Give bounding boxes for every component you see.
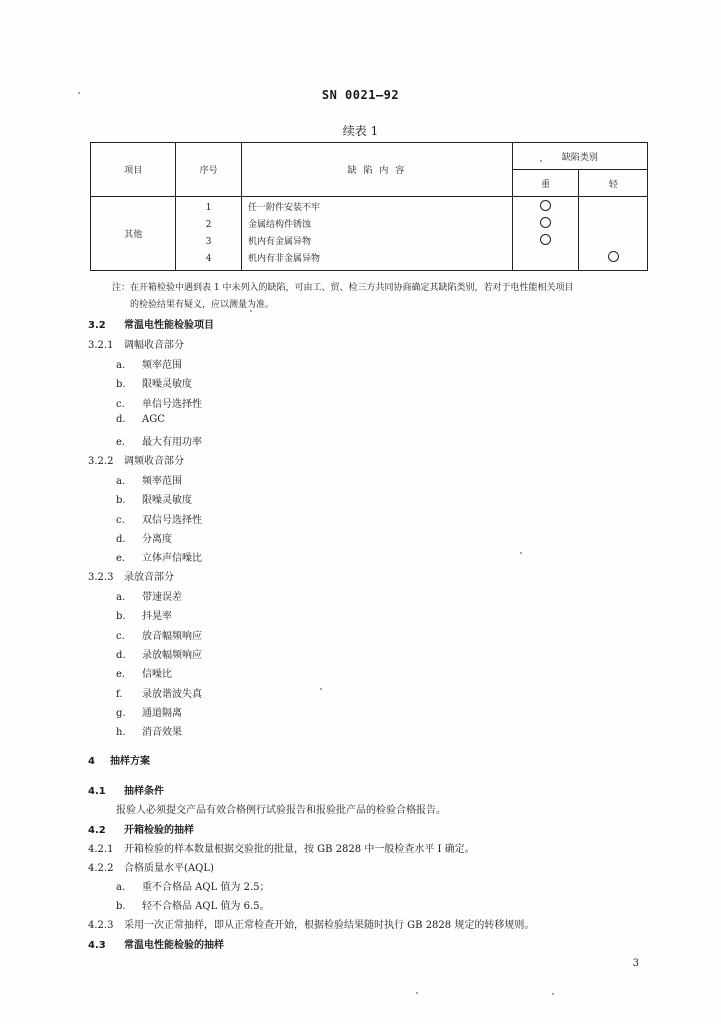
col-header-item: 项目 — [91, 143, 176, 197]
major-mark-cell — [513, 251, 579, 268]
row-contents — [241, 197, 512, 271]
minor-marks — [579, 197, 648, 271]
circle-mark-icon — [540, 200, 551, 211]
list-item: c. 放音幅频响应 — [116, 630, 202, 642]
list-item: c. 双信号选择性 — [116, 514, 202, 526]
row-text: 任一附件安装不牢 — [247, 202, 320, 213]
major-mark-cell — [513, 217, 579, 234]
circle-mark-icon — [608, 251, 619, 262]
list-item: d. AGC — [116, 413, 165, 425]
paragraph: 报验人必须提交产品有效合格例行试验报告和报验批产品的检验合格报告。 — [116, 805, 446, 816]
list-item: h. 消音效果 — [116, 727, 182, 739]
scan-speck — [78, 92, 80, 94]
clause: 4.2.2 合格质量水平(AQL) — [88, 863, 214, 874]
list-item: f. 录放谐波失真 — [116, 688, 202, 700]
circle-mark-icon — [540, 234, 551, 245]
list-item: e. 信噪比 — [116, 669, 172, 681]
row-no: 2 — [205, 219, 212, 230]
list-item: a. 带速误差 — [116, 592, 182, 603]
note-line-2: 的检验结果有疑义，应以测量为准。 — [130, 300, 275, 310]
major-mark-cell — [513, 200, 579, 217]
subsection-heading: 3.2.3 录放音部分 — [88, 572, 174, 583]
scan-speck — [540, 160, 542, 162]
subsection-heading: 3.2.2 调频收音部分 — [88, 456, 184, 467]
scan-speck — [416, 992, 418, 994]
defect-table — [90, 142, 648, 271]
scan-speck — [520, 552, 522, 554]
row-text: 机内有金属异物 — [247, 236, 311, 247]
major-marks — [512, 197, 579, 271]
table-caption: 续表 1 — [342, 124, 379, 138]
list-item: d. 分离度 — [116, 533, 172, 545]
subsection-heading: 3.2.1 调幅收音部分 — [88, 340, 184, 351]
section-heading: 4.2 开箱检验的抽样 — [88, 825, 194, 836]
list-item: d. 录放幅频响应 — [116, 649, 202, 661]
col-header-minor: 轻 — [579, 170, 648, 197]
clause: 4.2.3 采用一次正常抽样，即从正常检查开始，根据检验结果随时执行 GB 2828 规定的转移规则。 — [88, 920, 535, 931]
list-item: b. 限噪灵敏度 — [116, 495, 192, 507]
row-numbers — [176, 197, 242, 271]
list-item: e. 最大有用功率 — [116, 437, 202, 449]
row-text: 机内有非金属异物 — [247, 253, 320, 264]
page-number: 3 — [632, 958, 639, 969]
col-header-major: 重 — [512, 170, 579, 197]
clause: 4.2.1 开箱检验的样本数量根据交验批的批量，按 GB 2828 中一般检查水平 I 确定。 — [88, 844, 475, 855]
row-no: 4 — [205, 253, 212, 264]
note-line-1: 注：在开箱检验中遇到表 1 中未列入的缺陷，可由工、贸、检三方共同协商确定其缺陷类别，若对于电性能相关项目 — [112, 283, 574, 293]
section-heading: 4 抽样方案 — [88, 756, 150, 767]
col-header-category: 缺陷类别 — [512, 143, 647, 170]
row-text: 金属结构件锈蚀 — [247, 219, 311, 230]
document-code: SN 0021—92 — [321, 88, 400, 102]
list-item: c. 单信号选择性 — [116, 398, 202, 410]
row-no: 1 — [205, 202, 212, 213]
row-no: 3 — [205, 236, 212, 247]
list-item: b. 抖晃率 — [116, 611, 172, 623]
scan-speck — [250, 310, 252, 312]
minor-mark-cell — [579, 234, 647, 251]
scan-speck — [320, 688, 322, 690]
section-heading: 4.1 抽样条件 — [88, 786, 164, 797]
minor-mark-cell — [579, 251, 647, 268]
list-item: g. 通道隔离 — [116, 707, 182, 719]
list-item: b. 轻不合格品 AQL 值为 6.5。 — [116, 901, 270, 912]
list-item: a. 频率范围 — [116, 476, 182, 487]
circle-mark-icon — [540, 217, 551, 228]
section-heading: 3.2 常温电性能检验项目 — [88, 320, 214, 331]
col-header-no: 序号 — [176, 143, 242, 197]
minor-mark-cell — [579, 217, 647, 234]
table-note — [112, 280, 652, 314]
list-item: e. 立体声信噪比 — [116, 553, 202, 565]
list-item: b. 限噪灵敏度 — [116, 379, 192, 391]
group-label: 其他 — [91, 197, 176, 271]
minor-mark-cell — [579, 200, 647, 217]
scan-speck — [552, 993, 554, 995]
major-mark-cell — [513, 234, 579, 251]
section-heading: 4.3 常温电性能检验的抽样 — [88, 940, 224, 951]
list-item: a. 频率范围 — [116, 360, 182, 371]
col-header-content: 缺 陷 内 容 — [241, 143, 512, 197]
list-item: a. 重不合格品 AQL 值为 2.5； — [116, 882, 270, 893]
